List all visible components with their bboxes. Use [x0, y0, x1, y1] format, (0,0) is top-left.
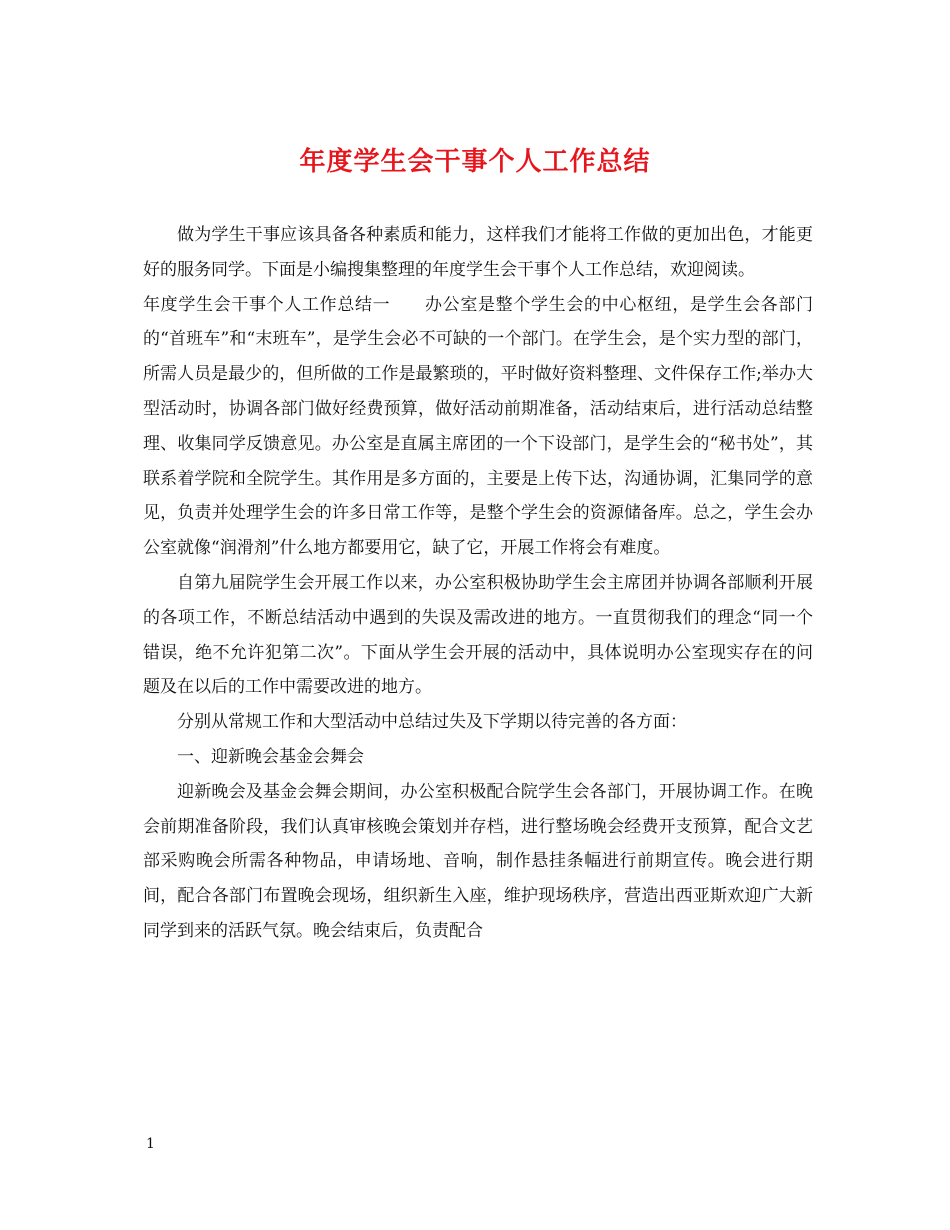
intro-paragraph: 做为学生干事应该具备各种素质和能力，这样我们才能将工作做的更加出色，才能更好的服务同学。下面是小编搜集整理的年度学生会干事个人工作总结，欢迎阅读。: [143, 225, 813, 280]
section-one-text: 办公室是整个学生会的中心枢纽，是学生会各部门的“首班车”和“末班车”，是学生会必不可缺的一个部门。在学生会，是个实力型的部门，所需人员是最少的，但所做的工作是最繁琐的，平时做好资料整理、文件保存工作;举办大型活动时，协调各部门做好经费预算，做好活动前期准备，活动结束后，进行活动总结整理、收集同学反馈意见。办公室是直属主席团的一个下设部门，是学生会的“秘书处”，其联系着学院和全院学生。其作用是多方面的，主要是上传下达，沟通协调，汇集同学的意见，负责并处理学生会的许多日常工作等，是整个学生会的资源储备库。总之，学生会办公室就像“润滑剂”什么地方都要用它，缺了它，开展工作将会有难度。: [143, 294, 814, 559]
section-one-heading: 年度学生会干事个人工作总结一: [143, 294, 391, 315]
section-one-paragraph: [143, 288, 813, 566]
document-title: 年度学生会干事个人工作总结: [299, 147, 651, 177]
subheading-1: 一、迎新晚会基金会舞会: [177, 746, 364, 767]
page-number: 1: [146, 1136, 155, 1152]
paragraph-2: 自第九届院学生会开展工作以来，办公室积极协助学生会主席团并协调各部顺利开展的各项工作，不断总结活动中遇到的失误及需改进的地方。一直贯彻我们的理念“同一个错误，绝不允许犯第二次”。下面从学生会开展的活动中，具体说明办公室现实存在的问题及在以后的工作中需要改进的地方。: [143, 572, 813, 698]
document-body: [143, 218, 813, 949]
paragraph-3: 分别从常规工作和大型活动中总结过失及下学期以待完善的各方面：: [177, 712, 687, 733]
paragraph-4: 迎新晚会及基金会舞会期间，办公室积极配合院学生会各部门，开展协调工作。在晚会前期准备阶段，我们认真审核晚会策划并存档，进行整场晚会经费开支预算，配合文艺部采购晚会所需各种物品，申请场地、音响，制作悬挂条幅进行前期宣传。晚会进行期间，配合各部门布置晚会现场，组织新生入座，维护现场秩序，营造出西亚斯欢迎广大新同学到来的活跃气氛。晚会结束后，负责配合: [143, 781, 813, 941]
